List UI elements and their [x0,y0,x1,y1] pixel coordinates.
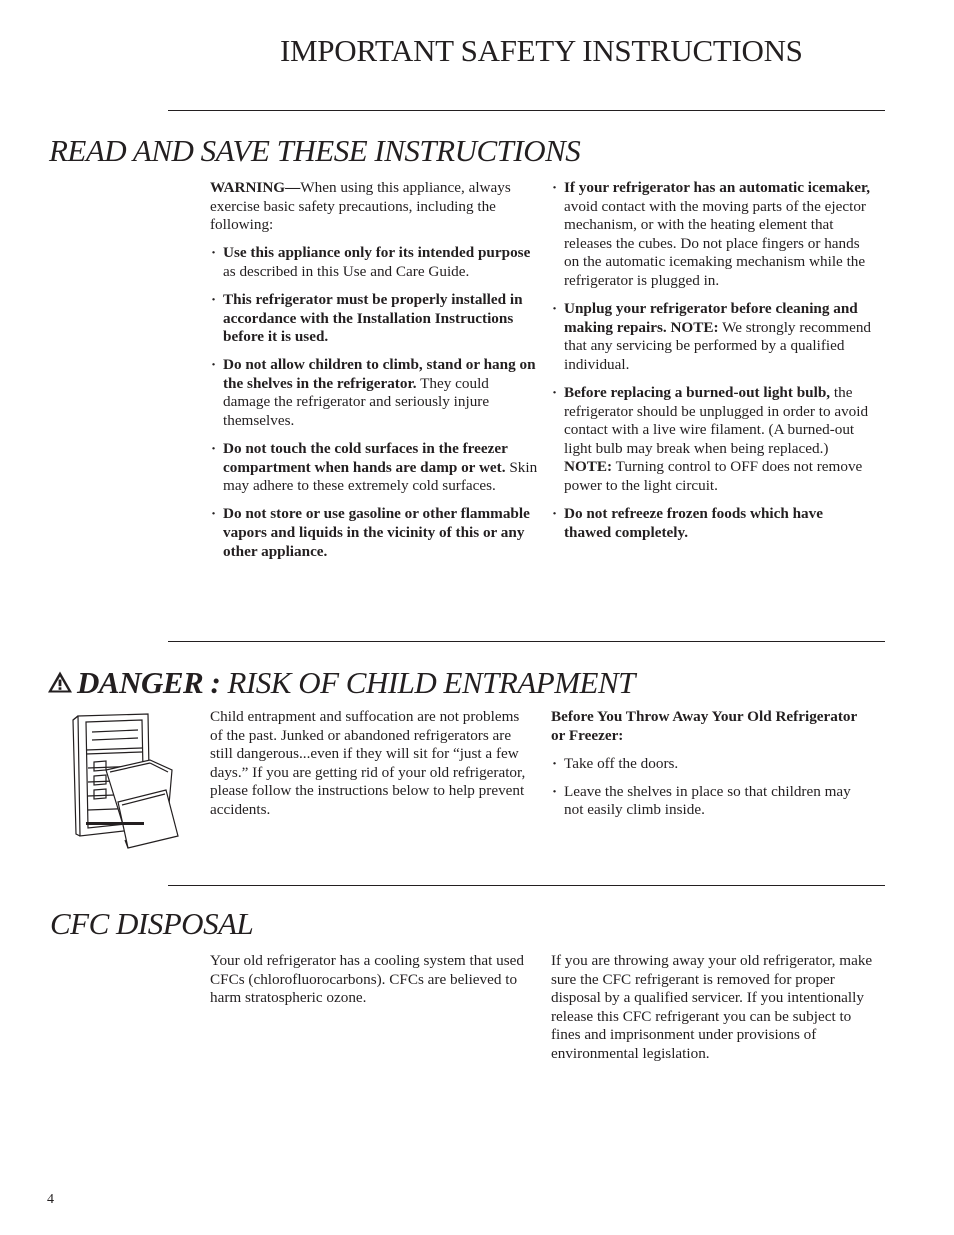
warning-intro [210,179,538,235]
safety-heading: READ AND SAVE THESE INSTRUCTIONS [49,133,581,168]
list-item [210,505,538,561]
safety-right-list [551,179,873,542]
item-bold: If your refrigerator has an automatic icemaker, [564,179,871,196]
danger-right-column [551,708,873,829]
item-text: as described in this Use and Care Guide. [223,262,470,280]
item-text: We strongly recommend that any servicing be performed by a qualified individual. [564,318,872,373]
note-text: Turning control to OFF does not remove power to the light circuit. [564,458,863,494]
cfc-right-column [551,952,873,1073]
danger-paragraph: Child entrapment and suffocation are not problems of the past. Junked or abandoned refrigerators are still dangerous...even if they will sit for “just a few days.” If you are getting rid of your old refrigerator, please follow the instructions below to help prevent accidents. [210,708,526,818]
list-item: · Take off the doors. [551,755,873,774]
danger-subheading [551,708,873,745]
warning-text: When using this appliance, always exercise basic safety precautions, including the following: [210,179,511,234]
section-divider [168,885,885,886]
safety-left-column [210,179,538,571]
list-item [551,300,873,374]
item-bold: This refrigerator must be properly installed in accordance with the Installation Instructions before it is used. [223,290,523,346]
safety-right-column [551,179,873,552]
item-bold: Do not allow children to climb, stand or hang on the shelves in the refrigerator. [223,356,536,392]
safety-left-list [210,244,538,561]
item-bold: Do not touch the cold surfaces in the freezer compartment when hands are damp or wet. [223,440,508,476]
cfc-left-paragraph: Your old refrigerator has a cooling system that used CFCs (chlorofluorocarbons). CFCs are believed to harm stratospheric ozone. [210,952,524,1007]
cfc-left-column [210,952,532,1017]
item-text: Skin may adhere to these extremely cold surfaces. [223,458,538,495]
danger-left-column [210,708,532,829]
danger-subheading-text: Before You Throw Away Your Old Refrigerator or Freezer: [551,708,857,744]
list-item [210,244,538,281]
list-item: · Leave the shelves in place so that children may not easily climb inside. [551,783,873,820]
list-item [551,505,873,542]
item-bold: Do not refreeze frozen foods which have thawed completely. [564,505,823,541]
item-bold: Use this appliance only for its intended purpose [223,244,531,262]
list-item [210,291,538,347]
list-item [210,356,538,430]
danger-separator: : [203,665,228,700]
item-bold: Before replacing a burned-out light bulb, [564,383,831,401]
page-title: IMPORTANT SAFETY INSTRUCTIONS [280,33,803,68]
danger-word: DANGER [77,665,204,700]
item-text: They could damage the refrigerator and seriously injure themselves. [223,374,490,430]
section-divider [168,110,885,111]
cfc-right-paragraph: If you are throwing away your old refrigerator, make sure the CFC refrigerant is removed for proper disposal by a qualified servicer. If you intentionally release this CFC refrigerant you can be subject to fines and imprisonment under provisions of environmental legislation. [551,952,873,1062]
open-refrigerator-illustration [70,710,185,857]
page-number: 4 [47,1192,54,1207]
danger-heading [47,665,635,701]
item-text: the refrigerator should be unplugged in order to avoid contact with a live wire filament. (A burned-out light bulb may break when being replaced.) [564,383,869,457]
list-item [210,440,538,496]
danger-right-list [551,755,873,820]
cfc-heading: CFC DISPOSAL [50,906,254,941]
warning-label: WARNING— [210,179,301,196]
list-item [551,179,873,291]
warning-triangle-icon [47,670,73,694]
item-text: avoid contact with the moving parts of the ejector mechanism, or with the heating element that releases the cubes. Do not place fingers or hands on the automatic icemaking mechanism while the refrigerator is plugged in. [564,197,866,289]
note-label: NOTE: [564,458,613,476]
item-bold: Unplug your refrigerator before cleaning and making repairs. NOTE: [564,300,858,336]
list-item [551,384,873,496]
item-bold: Do not store or use gasoline or other flammable vapors and liquids in the vicinity of this or any other appliance. [223,505,530,560]
danger-title: RISK OF CHILD ENTRAPMENT [227,665,635,700]
section-divider [168,641,885,642]
